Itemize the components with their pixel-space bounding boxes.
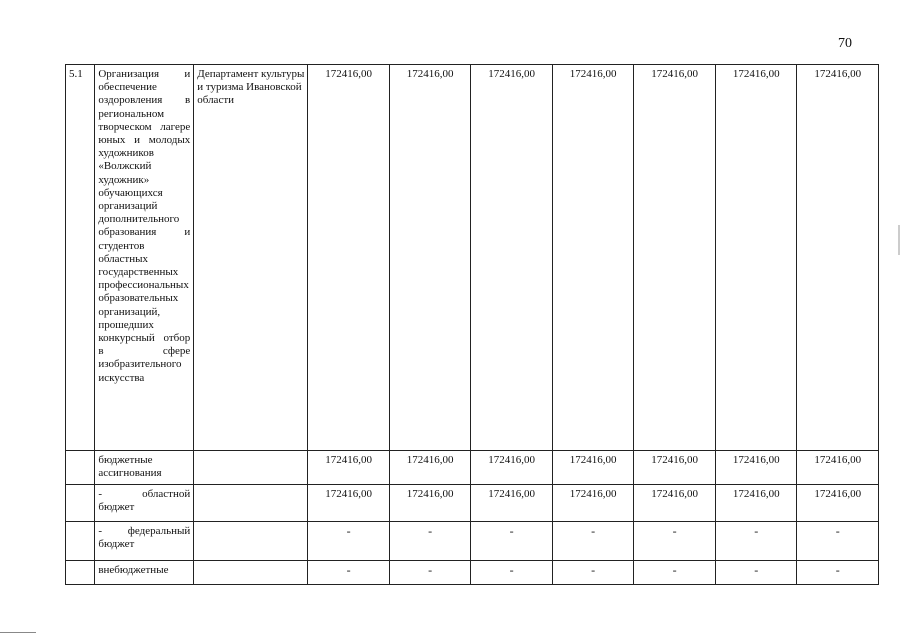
value-cell: -: [308, 561, 390, 585]
value-cell: -: [715, 561, 797, 585]
value-cell: 172416,00: [389, 451, 471, 485]
value-cell: -: [389, 561, 471, 585]
scan-edge-mark: [898, 225, 900, 255]
value-cell: -: [471, 561, 553, 585]
table-row-extra-budgetary: [66, 561, 879, 585]
empty-cell: [194, 451, 308, 485]
table-row-regional-budget: [66, 485, 879, 522]
empty-cell: [194, 485, 308, 522]
value-cell: 172416,00: [715, 485, 797, 522]
empty-cell: [66, 485, 95, 522]
value-cell: -: [308, 522, 390, 561]
value-cell: -: [634, 561, 716, 585]
value-cell: 172416,00: [715, 65, 797, 451]
value-cell: 172416,00: [471, 485, 553, 522]
value-cell: -: [552, 522, 634, 561]
value-cell: 172416,00: [797, 485, 879, 522]
value-cell: 172416,00: [389, 65, 471, 451]
value-cell: 172416,00: [552, 485, 634, 522]
value-cell: 172416,00: [471, 65, 553, 451]
row-label: внебюджетные: [95, 561, 194, 585]
value-cell: -: [715, 522, 797, 561]
value-cell: 172416,00: [471, 451, 553, 485]
empty-cell: [66, 522, 95, 561]
value-cell: -: [797, 561, 879, 585]
table-row-budget-allocations: [66, 451, 879, 485]
table-row-main-activity: [66, 65, 879, 451]
scan-edge-line: [0, 632, 36, 633]
value-cell: 172416,00: [308, 485, 390, 522]
value-cell: -: [389, 522, 471, 561]
value-cell: 172416,00: [634, 451, 716, 485]
executor: Департамент культуры и туризма Ивановской области: [194, 65, 308, 451]
page-number: 70: [838, 36, 852, 51]
value-cell: 172416,00: [634, 65, 716, 451]
empty-cell: [194, 522, 308, 561]
value-cell: 172416,00: [797, 451, 879, 485]
value-cell: 172416,00: [308, 65, 390, 451]
empty-cell: [66, 451, 95, 485]
row-label: бюджетные ассигнования: [95, 451, 194, 485]
row-number: 5.1: [66, 65, 95, 451]
empty-cell: [66, 561, 95, 585]
row-label: - федеральный бюджет: [95, 522, 194, 561]
value-cell: 172416,00: [797, 65, 879, 451]
table-row-federal-budget: [66, 522, 879, 561]
value-cell: -: [552, 561, 634, 585]
row-label: - областной бюджет: [95, 485, 194, 522]
empty-cell: [194, 561, 308, 585]
value-cell: -: [634, 522, 716, 561]
value-cell: 172416,00: [634, 485, 716, 522]
budget-table: [65, 64, 879, 585]
value-cell: 172416,00: [552, 451, 634, 485]
activity-name: Организация и обеспечение оздоровления в региональном творческом лагере юных и молодых художников «Волжский художник» обучающихся организаций дополнительного образования и студентов областных государственных профессиональных образовательных организаций, прошедших конкурсный отбор в сфере изобразительного искусства: [95, 65, 194, 451]
value-cell: 172416,00: [389, 485, 471, 522]
value-cell: 172416,00: [308, 451, 390, 485]
value-cell: 172416,00: [715, 451, 797, 485]
value-cell: -: [471, 522, 553, 561]
value-cell: 172416,00: [552, 65, 634, 451]
value-cell: -: [797, 522, 879, 561]
